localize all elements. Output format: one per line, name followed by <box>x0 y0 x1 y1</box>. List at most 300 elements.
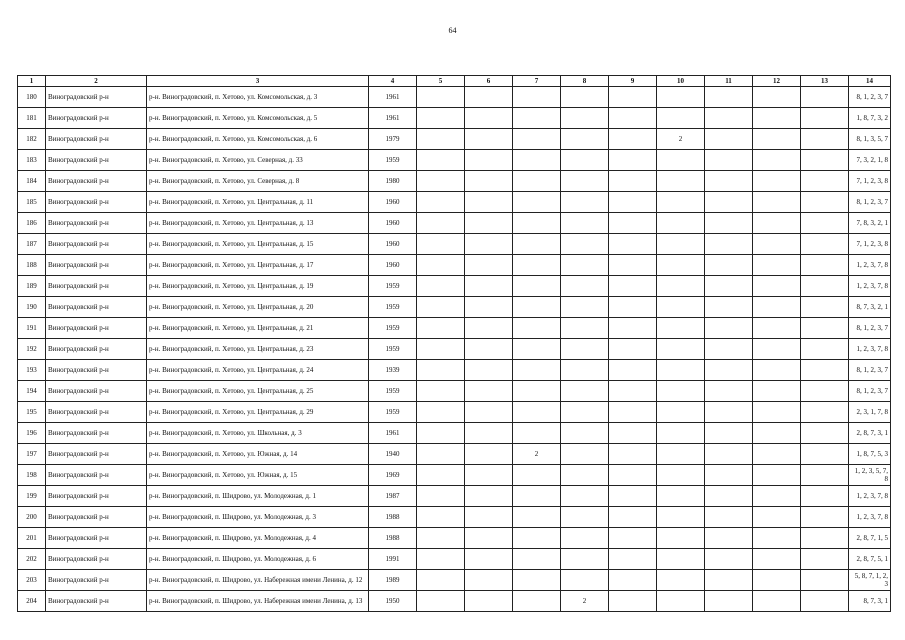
col-6-value <box>465 444 513 465</box>
col-12-value <box>753 171 801 192</box>
col-10-value <box>657 381 705 402</box>
table-row <box>18 234 891 255</box>
row-number: 199 <box>18 486 46 507</box>
col-13-value <box>801 339 849 360</box>
col-8-value: 2 <box>561 591 609 612</box>
column-header: 11 <box>705 76 753 87</box>
build-year: 1961 <box>369 108 417 129</box>
address: р-н. Виноградовский, п. Хетово, ул. Южная, д. 15 <box>147 465 369 486</box>
district-name: Виноградовский р-н <box>46 276 147 297</box>
address: р-н. Виноградовский, п. Хетово, ул. Центральная, д. 15 <box>147 234 369 255</box>
col-12-value <box>753 465 801 486</box>
col-6-value <box>465 339 513 360</box>
column-header: 6 <box>465 76 513 87</box>
col-12-value <box>753 276 801 297</box>
priority-codes: 8, 1, 2, 3, 7 <box>849 192 891 213</box>
table-row <box>18 171 891 192</box>
col-5-value <box>417 528 465 549</box>
district-name: Виноградовский р-н <box>46 255 147 276</box>
col-10-value <box>657 213 705 234</box>
col-6-value <box>465 570 513 591</box>
col-5-value <box>417 570 465 591</box>
table-row <box>18 402 891 423</box>
priority-codes: 8, 1, 3, 5, 7 <box>849 129 891 150</box>
col-13-value <box>801 591 849 612</box>
col-7-value <box>513 255 561 276</box>
col-11-value <box>705 423 753 444</box>
district-name: Виноградовский р-н <box>46 108 147 129</box>
col-8-value <box>561 255 609 276</box>
district-name: Виноградовский р-н <box>46 444 147 465</box>
address: р-н. Виноградовский, п. Шидрово, ул. Молодежная, д. 4 <box>147 528 369 549</box>
col-9-value <box>609 171 657 192</box>
col-9-value <box>609 381 657 402</box>
table-row <box>18 528 891 549</box>
col-9-value <box>609 108 657 129</box>
col-5-value <box>417 171 465 192</box>
district-name: Виноградовский р-н <box>46 528 147 549</box>
col-12-value <box>753 528 801 549</box>
col-8-value <box>561 192 609 213</box>
col-5-value <box>417 87 465 108</box>
district-name: Виноградовский р-н <box>46 591 147 612</box>
column-header: 3 <box>147 76 369 87</box>
col-13-value <box>801 171 849 192</box>
district-name: Виноградовский р-н <box>46 402 147 423</box>
col-6-value <box>465 276 513 297</box>
col-6-value <box>465 255 513 276</box>
column-header: 13 <box>801 76 849 87</box>
build-year: 1960 <box>369 234 417 255</box>
col-8-value <box>561 297 609 318</box>
col-11-value <box>705 360 753 381</box>
build-year: 1961 <box>369 87 417 108</box>
col-13-value <box>801 507 849 528</box>
priority-codes: 7, 3, 2, 1, 8 <box>849 150 891 171</box>
col-11-value <box>705 192 753 213</box>
col-9-value <box>609 402 657 423</box>
col-11-value <box>705 549 753 570</box>
table-row <box>18 339 891 360</box>
col-7-value <box>513 381 561 402</box>
col-7-value <box>513 129 561 150</box>
col-5-value <box>417 255 465 276</box>
col-12-value <box>753 87 801 108</box>
col-11-value <box>705 150 753 171</box>
col-12-value <box>753 318 801 339</box>
col-11-value <box>705 528 753 549</box>
table-row <box>18 150 891 171</box>
col-7-value <box>513 108 561 129</box>
build-year: 1940 <box>369 444 417 465</box>
col-5-value <box>417 276 465 297</box>
address: р-н. Виноградовский, п. Хетово, ул. Северная, д. 8 <box>147 171 369 192</box>
col-12-value <box>753 234 801 255</box>
header-row <box>18 76 891 87</box>
column-header: 4 <box>369 76 417 87</box>
col-9-value <box>609 339 657 360</box>
housing-registry-table <box>17 75 891 612</box>
build-year: 1988 <box>369 528 417 549</box>
col-7-value <box>513 402 561 423</box>
col-7-value <box>513 318 561 339</box>
address: р-н. Виноградовский, п. Шидрово, ул. Набережная имени Ленина, д. 13 <box>147 591 369 612</box>
col-12-value <box>753 129 801 150</box>
district-name: Виноградовский р-н <box>46 192 147 213</box>
col-8-value <box>561 402 609 423</box>
build-year: 1980 <box>369 171 417 192</box>
col-9-value <box>609 297 657 318</box>
address: р-н. Виноградовский, п. Хетово, ул. Центральная, д. 20 <box>147 297 369 318</box>
col-9-value <box>609 549 657 570</box>
build-year: 1959 <box>369 276 417 297</box>
district-name: Виноградовский р-н <box>46 318 147 339</box>
priority-codes: 1, 2, 3, 7, 8 <box>849 255 891 276</box>
col-9-value <box>609 423 657 444</box>
build-year: 1960 <box>369 192 417 213</box>
build-year: 1950 <box>369 591 417 612</box>
priority-codes: 2, 8, 7, 3, 1 <box>849 423 891 444</box>
col-6-value <box>465 549 513 570</box>
col-11-value <box>705 234 753 255</box>
col-6-value <box>465 150 513 171</box>
col-6-value <box>465 318 513 339</box>
district-name: Виноградовский р-н <box>46 150 147 171</box>
col-9-value <box>609 255 657 276</box>
priority-codes: 1, 8, 7, 3, 2 <box>849 108 891 129</box>
row-number: 203 <box>18 570 46 591</box>
priority-codes: 5, 8, 7, 1, 2, 3 <box>849 570 891 591</box>
col-5-value <box>417 234 465 255</box>
col-6-value <box>465 486 513 507</box>
col-6-value <box>465 591 513 612</box>
address: р-н. Виноградовский, п. Шидрово, ул. Молодежная, д. 3 <box>147 507 369 528</box>
priority-codes: 8, 1, 2, 3, 7 <box>849 381 891 402</box>
col-12-value <box>753 108 801 129</box>
col-10-value <box>657 108 705 129</box>
build-year: 1961 <box>369 423 417 444</box>
col-13-value <box>801 87 849 108</box>
priority-codes: 1, 2, 3, 7, 8 <box>849 486 891 507</box>
col-9-value <box>609 486 657 507</box>
col-8-value <box>561 465 609 486</box>
row-number: 196 <box>18 423 46 444</box>
col-9-value <box>609 87 657 108</box>
row-number: 186 <box>18 213 46 234</box>
col-13-value <box>801 381 849 402</box>
col-6-value <box>465 171 513 192</box>
build-year: 1959 <box>369 339 417 360</box>
col-13-value <box>801 192 849 213</box>
col-10-value <box>657 87 705 108</box>
col-10-value <box>657 444 705 465</box>
priority-codes: 8, 7, 3, 2, 1 <box>849 297 891 318</box>
col-5-value <box>417 465 465 486</box>
row-number: 182 <box>18 129 46 150</box>
col-10-value <box>657 465 705 486</box>
priority-codes: 2, 8, 7, 1, 5 <box>849 528 891 549</box>
col-7-value <box>513 360 561 381</box>
col-10-value <box>657 255 705 276</box>
address: р-н. Виноградовский, п. Хетово, ул. Центральная, д. 25 <box>147 381 369 402</box>
col-12-value <box>753 402 801 423</box>
col-12-value <box>753 549 801 570</box>
col-10-value: 2 <box>657 129 705 150</box>
col-6-value <box>465 381 513 402</box>
col-6-value <box>465 423 513 444</box>
col-13-value <box>801 528 849 549</box>
col-10-value <box>657 297 705 318</box>
col-10-value <box>657 171 705 192</box>
address: р-н. Виноградовский, п. Хетово, ул. Центральная, д. 11 <box>147 192 369 213</box>
col-9-value <box>609 528 657 549</box>
table-row <box>18 213 891 234</box>
col-7-value <box>513 213 561 234</box>
col-7-value <box>513 570 561 591</box>
col-11-value <box>705 213 753 234</box>
col-5-value <box>417 213 465 234</box>
col-8-value <box>561 549 609 570</box>
row-number: 183 <box>18 150 46 171</box>
col-9-value <box>609 570 657 591</box>
col-8-value <box>561 423 609 444</box>
row-number: 188 <box>18 255 46 276</box>
col-8-value <box>561 528 609 549</box>
col-5-value <box>417 444 465 465</box>
col-6-value <box>465 360 513 381</box>
col-13-value <box>801 213 849 234</box>
col-10-value <box>657 234 705 255</box>
col-5-value <box>417 549 465 570</box>
col-10-value <box>657 549 705 570</box>
build-year: 1989 <box>369 570 417 591</box>
row-number: 200 <box>18 507 46 528</box>
col-11-value <box>705 318 753 339</box>
address: р-н. Виноградовский, п. Хетово, ул. Центральная, д. 13 <box>147 213 369 234</box>
col-12-value <box>753 297 801 318</box>
col-11-value <box>705 255 753 276</box>
col-11-value <box>705 87 753 108</box>
priority-codes: 1, 2, 3, 7, 8 <box>849 339 891 360</box>
col-12-value <box>753 423 801 444</box>
row-number: 195 <box>18 402 46 423</box>
row-number: 198 <box>18 465 46 486</box>
col-5-value <box>417 339 465 360</box>
col-5-value <box>417 318 465 339</box>
col-7-value <box>513 423 561 444</box>
col-7-value <box>513 276 561 297</box>
district-name: Виноградовский р-н <box>46 129 147 150</box>
col-11-value <box>705 381 753 402</box>
col-7-value <box>513 171 561 192</box>
row-number: 184 <box>18 171 46 192</box>
table-row <box>18 549 891 570</box>
col-8-value <box>561 87 609 108</box>
table-row <box>18 423 891 444</box>
col-12-value <box>753 507 801 528</box>
row-number: 204 <box>18 591 46 612</box>
col-7-value: 2 <box>513 444 561 465</box>
col-5-value <box>417 486 465 507</box>
row-number: 187 <box>18 234 46 255</box>
col-11-value <box>705 507 753 528</box>
col-10-value <box>657 591 705 612</box>
col-12-value <box>753 381 801 402</box>
row-number: 185 <box>18 192 46 213</box>
district-name: Виноградовский р-н <box>46 339 147 360</box>
district-name: Виноградовский р-н <box>46 360 147 381</box>
col-7-value <box>513 465 561 486</box>
col-9-value <box>609 213 657 234</box>
address: р-н. Виноградовский, п. Хетово, ул. Центральная, д. 21 <box>147 318 369 339</box>
address: р-н. Виноградовский, п. Хетово, ул. Комсомольская, д. 6 <box>147 129 369 150</box>
page-number: 64 <box>448 26 457 35</box>
col-13-value <box>801 423 849 444</box>
col-11-value <box>705 444 753 465</box>
build-year: 1960 <box>369 255 417 276</box>
col-8-value <box>561 108 609 129</box>
district-name: Виноградовский р-н <box>46 87 147 108</box>
col-12-value <box>753 360 801 381</box>
col-6-value <box>465 234 513 255</box>
table-row <box>18 444 891 465</box>
district-name: Виноградовский р-н <box>46 465 147 486</box>
col-6-value <box>465 129 513 150</box>
col-11-value <box>705 486 753 507</box>
col-7-value <box>513 150 561 171</box>
col-11-value <box>705 402 753 423</box>
col-13-value <box>801 549 849 570</box>
district-name: Виноградовский р-н <box>46 507 147 528</box>
address: р-н. Виноградовский, п. Хетово, ул. Центральная, д. 29 <box>147 402 369 423</box>
col-5-value <box>417 129 465 150</box>
col-12-value <box>753 192 801 213</box>
col-12-value <box>753 339 801 360</box>
col-5-value <box>417 297 465 318</box>
col-9-value <box>609 465 657 486</box>
col-10-value <box>657 276 705 297</box>
col-10-value <box>657 507 705 528</box>
col-9-value <box>609 318 657 339</box>
col-9-value <box>609 129 657 150</box>
col-6-value <box>465 108 513 129</box>
col-10-value <box>657 402 705 423</box>
col-10-value <box>657 318 705 339</box>
col-12-value <box>753 591 801 612</box>
district-name: Виноградовский р-н <box>46 381 147 402</box>
col-8-value <box>561 276 609 297</box>
column-header: 9 <box>609 76 657 87</box>
district-name: Виноградовский р-н <box>46 171 147 192</box>
col-11-value <box>705 276 753 297</box>
col-12-value <box>753 150 801 171</box>
col-7-value <box>513 591 561 612</box>
priority-codes: 1, 2, 3, 7, 8 <box>849 507 891 528</box>
col-7-value <box>513 87 561 108</box>
priority-codes: 8, 7, 3, 1 <box>849 591 891 612</box>
col-10-value <box>657 486 705 507</box>
col-8-value <box>561 486 609 507</box>
col-8-value <box>561 171 609 192</box>
col-5-value <box>417 360 465 381</box>
col-13-value <box>801 318 849 339</box>
col-8-value <box>561 129 609 150</box>
build-year: 1969 <box>369 465 417 486</box>
column-header: 5 <box>417 76 465 87</box>
build-year: 1939 <box>369 360 417 381</box>
row-number: 194 <box>18 381 46 402</box>
row-number: 190 <box>18 297 46 318</box>
col-8-value <box>561 318 609 339</box>
col-12-value <box>753 486 801 507</box>
col-10-value <box>657 339 705 360</box>
address: р-н. Виноградовский, п. Шидрово, ул. Набережная имени Ленина, д. 12 <box>147 570 369 591</box>
column-header: 14 <box>849 76 891 87</box>
col-13-value <box>801 129 849 150</box>
col-13-value <box>801 150 849 171</box>
row-number: 181 <box>18 108 46 129</box>
address: р-н. Виноградовский, п. Хетово, ул. Школьная, д. 3 <box>147 423 369 444</box>
col-10-value <box>657 150 705 171</box>
col-5-value <box>417 150 465 171</box>
build-year: 1979 <box>369 129 417 150</box>
col-5-value <box>417 402 465 423</box>
build-year: 1959 <box>369 297 417 318</box>
priority-codes: 8, 1, 2, 3, 7 <box>849 87 891 108</box>
table-row <box>18 129 891 150</box>
col-11-value <box>705 171 753 192</box>
col-12-value <box>753 255 801 276</box>
table-row <box>18 192 891 213</box>
build-year: 1988 <box>369 507 417 528</box>
col-12-value <box>753 570 801 591</box>
col-5-value <box>417 381 465 402</box>
col-7-value <box>513 192 561 213</box>
col-6-value <box>465 87 513 108</box>
column-header: 7 <box>513 76 561 87</box>
col-12-value <box>753 213 801 234</box>
col-13-value <box>801 234 849 255</box>
priority-codes: 7, 1, 2, 3, 8 <box>849 234 891 255</box>
col-13-value <box>801 465 849 486</box>
table-row <box>18 360 891 381</box>
col-9-value <box>609 192 657 213</box>
col-9-value <box>609 276 657 297</box>
col-10-value <box>657 192 705 213</box>
col-6-value <box>465 465 513 486</box>
col-13-value <box>801 360 849 381</box>
col-7-value <box>513 339 561 360</box>
table-row <box>18 570 891 591</box>
col-5-value <box>417 108 465 129</box>
col-7-value <box>513 486 561 507</box>
address: р-н. Виноградовский, п. Хетово, ул. Комсомольская, д. 5 <box>147 108 369 129</box>
col-6-value <box>465 528 513 549</box>
priority-codes: 8, 1, 2, 3, 7 <box>849 360 891 381</box>
col-10-value <box>657 360 705 381</box>
district-name: Виноградовский р-н <box>46 423 147 444</box>
col-6-value <box>465 213 513 234</box>
col-8-value <box>561 150 609 171</box>
col-5-value <box>417 507 465 528</box>
row-number: 193 <box>18 360 46 381</box>
column-header: 2 <box>46 76 147 87</box>
column-header: 1 <box>18 76 46 87</box>
build-year: 1959 <box>369 381 417 402</box>
col-9-value <box>609 507 657 528</box>
row-number: 191 <box>18 318 46 339</box>
col-13-value <box>801 486 849 507</box>
